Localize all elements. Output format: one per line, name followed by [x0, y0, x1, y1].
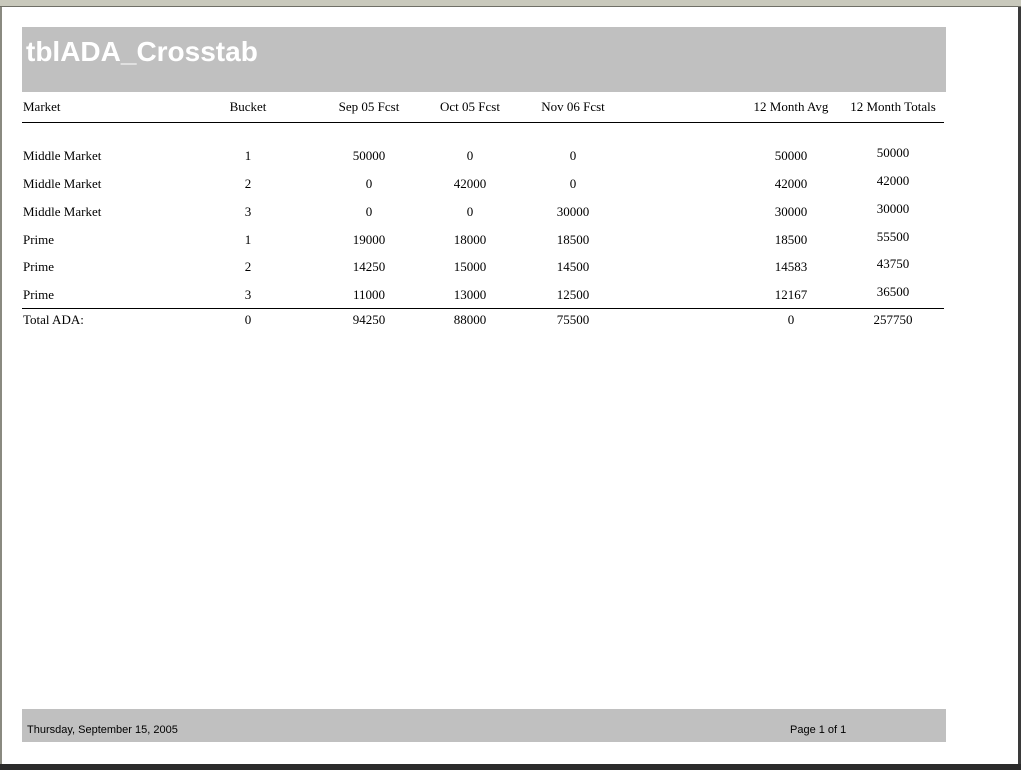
cell-12-month-avg: 18500: [774, 232, 808, 247]
column-header-oct-05-fcst: Oct 05 Fcst: [440, 99, 500, 114]
cell-12-month-totals: 55500: [876, 229, 910, 244]
cell-oct-05-fcst: 18000: [453, 232, 487, 247]
window-top-edge: [0, 0, 1021, 7]
cell-bucket: 2: [244, 176, 252, 191]
total-oct-05-fcst: 88000: [453, 312, 487, 327]
cell-12-month-totals: 43750: [876, 256, 910, 271]
total-nov-06-fcst: 75500: [556, 312, 590, 327]
window-bottom-edge: [0, 764, 1021, 770]
cell-market: Prime: [23, 259, 55, 274]
footer-page-number: Page 1 of 1: [790, 724, 847, 736]
cell-12-month-avg: 12167: [774, 287, 808, 302]
cell-sep-05-fcst: 14250: [352, 259, 386, 274]
cell-sep-05-fcst: 19000: [352, 232, 386, 247]
cell-market: Prime: [23, 287, 55, 302]
cell-market: Middle Market: [23, 148, 102, 163]
footer-date: Thursday, September 15, 2005: [27, 724, 178, 736]
column-header-sep-05-fcst: Sep 05 Fcst: [338, 99, 400, 114]
cell-market: Middle Market: [23, 176, 102, 191]
cell-oct-05-fcst: 0: [466, 204, 474, 219]
total-sep-05-fcst: 94250: [352, 312, 386, 327]
cell-nov-06-fcst: 14500: [556, 259, 590, 274]
cell-bucket: 3: [244, 287, 252, 302]
cell-market: Middle Market: [23, 204, 102, 219]
cell-sep-05-fcst: 0: [365, 176, 373, 191]
column-header-bucket: Bucket: [229, 99, 267, 114]
cell-sep-05-fcst: 50000: [352, 148, 386, 163]
cell-sep-05-fcst: 0: [365, 204, 373, 219]
total-bucket: 0: [244, 312, 252, 327]
cell-oct-05-fcst: 42000: [453, 176, 487, 191]
cell-bucket: 1: [244, 232, 252, 247]
column-header-nov-06-fcst: Nov 06 Fcst: [541, 99, 605, 114]
cell-oct-05-fcst: 0: [466, 148, 474, 163]
cell-bucket: 3: [244, 204, 252, 219]
cell-nov-06-fcst: 18500: [556, 232, 590, 247]
cell-market: Prime: [23, 232, 55, 247]
cell-nov-06-fcst: 0: [569, 176, 577, 191]
cell-12-month-avg: 50000: [774, 148, 808, 163]
column-header-market: Market: [23, 99, 61, 114]
cell-12-month-totals: 36500: [876, 284, 910, 299]
cell-oct-05-fcst: 15000: [453, 259, 487, 274]
cell-12-month-totals: 50000: [876, 145, 910, 160]
cell-bucket: 1: [244, 148, 252, 163]
column-header-12-month-totals: 12 Month Totals: [850, 99, 936, 114]
cell-nov-06-fcst: 12500: [556, 287, 590, 302]
cell-12-month-totals: 30000: [876, 201, 910, 216]
cell-oct-05-fcst: 13000: [453, 287, 487, 302]
column-header-12-month-avg: 12 Month Avg: [753, 99, 829, 114]
cell-12-month-totals: 42000: [876, 173, 910, 188]
cell-nov-06-fcst: 30000: [556, 204, 590, 219]
total-12-month-totals: 257750: [873, 312, 913, 327]
cell-nov-06-fcst: 0: [569, 148, 577, 163]
totals-divider: [22, 308, 944, 309]
cell-sep-05-fcst: 11000: [352, 287, 386, 302]
header-divider: [22, 122, 944, 123]
total-12-month-avg: 0: [787, 312, 795, 327]
cell-12-month-avg: 30000: [774, 204, 808, 219]
totals-label: Total ADA:: [23, 312, 84, 327]
report-title: tblADA_Crosstab: [26, 36, 258, 67]
cell-12-month-avg: 42000: [774, 176, 808, 191]
cell-12-month-avg: 14583: [774, 259, 808, 274]
cell-bucket: 2: [244, 259, 252, 274]
